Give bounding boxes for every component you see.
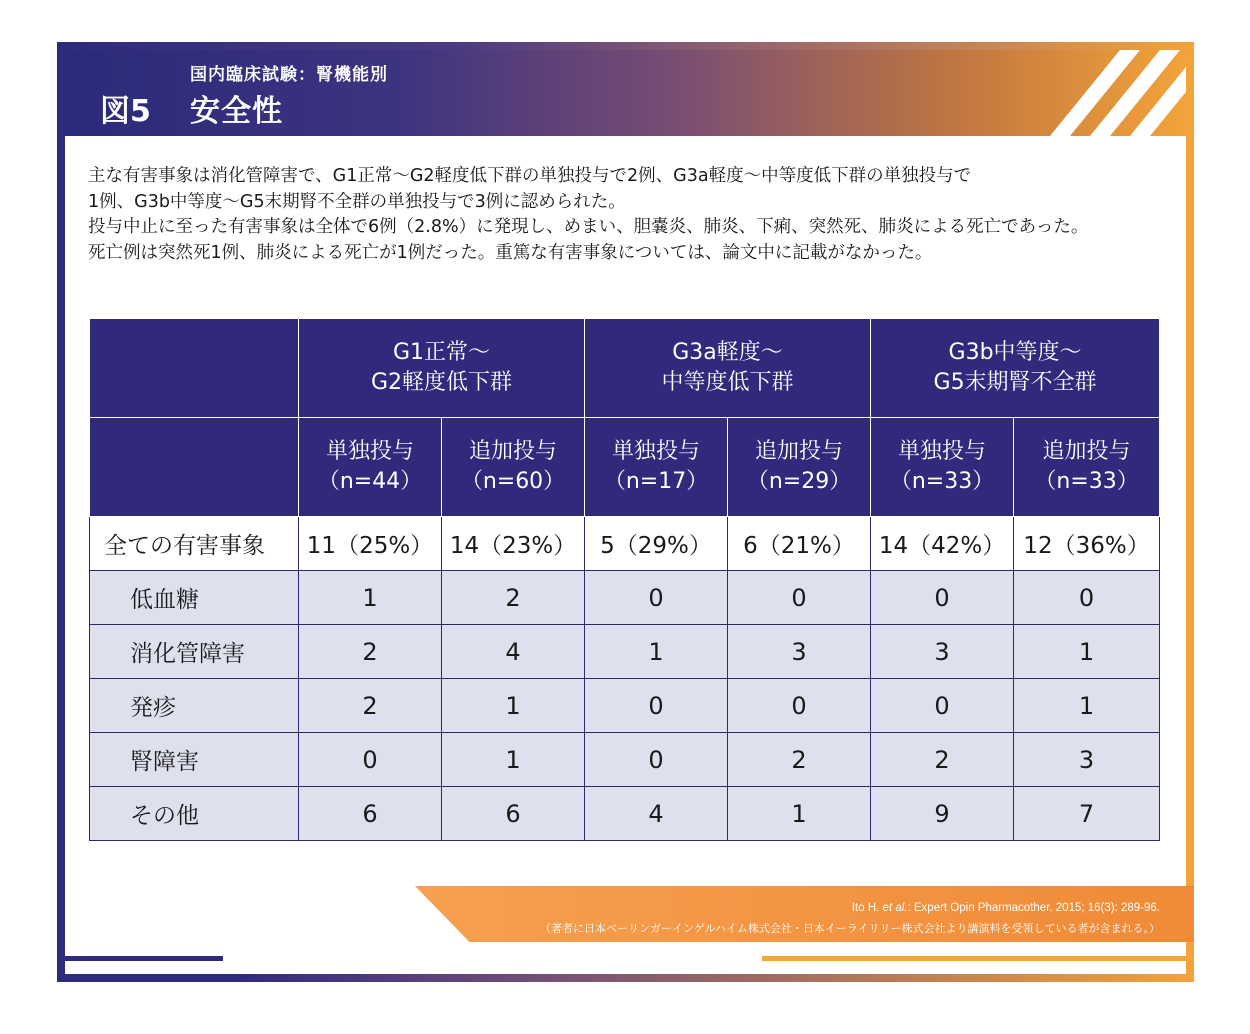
header-subtitle: 国内臨床試験：腎機能別 <box>190 65 388 85</box>
summary-text <box>88 164 1178 266</box>
table-cell: 1 <box>1014 679 1160 733</box>
group-header-line2: G2軽度低下群 <box>370 370 513 395</box>
table-row <box>90 517 1160 571</box>
citation-et-al: et al. <box>882 902 908 914</box>
table-cell: 0 <box>871 679 1014 733</box>
row-label: その他 <box>90 787 299 841</box>
table-cell: 7 <box>1014 787 1160 841</box>
table-cell: 0 <box>585 571 728 625</box>
table-row <box>90 787 1160 841</box>
table-row <box>90 679 1160 733</box>
table-cell: 5（29%） <box>585 517 728 571</box>
decorative-bar-left <box>65 956 223 961</box>
table-cell: 11（25%） <box>299 517 442 571</box>
table-cell: 4 <box>442 625 585 679</box>
table-cell: 3 <box>1014 733 1160 787</box>
subheader <box>728 418 871 517</box>
subheader <box>585 418 728 517</box>
table-cell: 9 <box>871 787 1014 841</box>
summary-line: 死亡例は突然死1例、肺炎による死亡が1例だった。重篤な有害事象については、論文中に記載がなかった。 <box>88 242 933 263</box>
table-cell: 1 <box>299 571 442 625</box>
citation-disclosure: （著者に日本ベーリンガーインゲルハイム株式会社・日本イーライリリー株式会社より講演料を受領している者が含まれる。） <box>540 922 1160 935</box>
group-header-line2: G5末期腎不全群 <box>933 370 1097 395</box>
table-cell: 6 <box>299 787 442 841</box>
table-cell: 0 <box>585 679 728 733</box>
table-cell: 0 <box>728 571 871 625</box>
table-row <box>90 625 1160 679</box>
group-header-line1: G1正常〜 <box>392 340 491 365</box>
table-cell: 3 <box>871 625 1014 679</box>
summary-line: 投与中止に至った有害事象は全体で6例（2.8%）に発現し、めまい、胆嚢炎、肺炎、下痢、突然死、肺炎による死亡であった。 <box>88 217 1089 237</box>
subheader <box>299 418 442 517</box>
row-label: 発疹 <box>90 679 299 733</box>
summary-line: 1例、G3b中等度〜G5末期腎不全群の単独投与で3例に認められた。 <box>88 191 626 212</box>
group-header-line1: G3a軽度〜 <box>672 340 783 365</box>
table-cell: 4 <box>585 787 728 841</box>
figure-number: 図5 <box>100 94 151 129</box>
table-cell: 0 <box>585 733 728 787</box>
table-cell: 1 <box>728 787 871 841</box>
row-label: 消化管障害 <box>90 625 299 679</box>
subheader-line1: 追加投与 <box>469 439 558 464</box>
citation-authors: Ito H. <box>851 902 883 914</box>
subheader-line1: 単独投与 <box>898 439 987 464</box>
safety-table <box>89 318 1160 841</box>
table-cell: 0 <box>871 571 1014 625</box>
group-header-line2: 中等度低下群 <box>661 370 794 395</box>
frame-bottom <box>57 974 1194 982</box>
subheader-line2: （n=44） <box>317 469 423 494</box>
table-cell: 1 <box>442 679 585 733</box>
citation-journal: : Expert Opin Pharmacother. 2015; 16(3): 289-96. <box>907 902 1160 914</box>
table-cell: 6 <box>442 787 585 841</box>
subheader-line1: 単独投与 <box>325 439 414 464</box>
table-cell: 3 <box>728 625 871 679</box>
table-row <box>90 571 1160 625</box>
table-cell: 14（42%） <box>871 517 1014 571</box>
subheader-line2: （n=60） <box>460 469 566 494</box>
group-header-line1: G3b中等度〜 <box>948 340 1082 365</box>
subheader-row <box>90 418 1160 517</box>
table-cell: 0 <box>299 733 442 787</box>
table-cell: 1 <box>1014 625 1160 679</box>
frame-right <box>1186 42 1194 982</box>
subheader <box>871 418 1014 517</box>
row-label: 腎障害 <box>90 733 299 787</box>
subheader <box>1014 418 1160 517</box>
decorative-bar-right <box>762 956 1186 961</box>
row-label: 全ての有害事象 <box>90 517 299 571</box>
table-row <box>90 733 1160 787</box>
subheader-line1: 追加投与 <box>755 439 844 464</box>
group-header <box>585 319 871 418</box>
subheader-line1: 単独投与 <box>612 439 701 464</box>
table-cell: 0 <box>728 679 871 733</box>
frame-top <box>57 42 1194 50</box>
table-cell: 2 <box>299 625 442 679</box>
citation-reference <box>852 902 1160 914</box>
summary-line: 主な有害事象は消化管障害で、G1正常〜G2軽度低下群の単独投与で2例、G3a軽度〜中等度低下群の単独投与で <box>88 166 972 186</box>
table-cell: 0 <box>1014 571 1160 625</box>
subheader-line2: （n=33） <box>889 469 995 494</box>
subheader <box>442 418 585 517</box>
frame-left <box>57 42 65 982</box>
subheader-line2: （n=29） <box>746 469 852 494</box>
table-cell: 2 <box>299 679 442 733</box>
table-cell: 6（21%） <box>728 517 871 571</box>
table-cell: 2 <box>871 733 1014 787</box>
corner-header <box>90 319 299 418</box>
decorative-stripes <box>990 42 1194 136</box>
table-cell: 1 <box>442 733 585 787</box>
group-header <box>871 319 1160 418</box>
page-title: 安全性 <box>190 94 283 129</box>
corner-header <box>90 418 299 517</box>
table-cell: 2 <box>728 733 871 787</box>
subheader-line1: 追加投与 <box>1042 439 1131 464</box>
table-cell: 2 <box>442 571 585 625</box>
subheader-line2: （n=17） <box>603 469 709 494</box>
subheader-line2: （n=33） <box>1034 469 1139 494</box>
table-cell: 14（23%） <box>442 517 585 571</box>
table-cell: 12（36%） <box>1014 517 1160 571</box>
table-cell: 1 <box>585 625 728 679</box>
row-label: 低血糖 <box>90 571 299 625</box>
group-header <box>299 319 585 418</box>
group-header-row <box>90 319 1160 418</box>
